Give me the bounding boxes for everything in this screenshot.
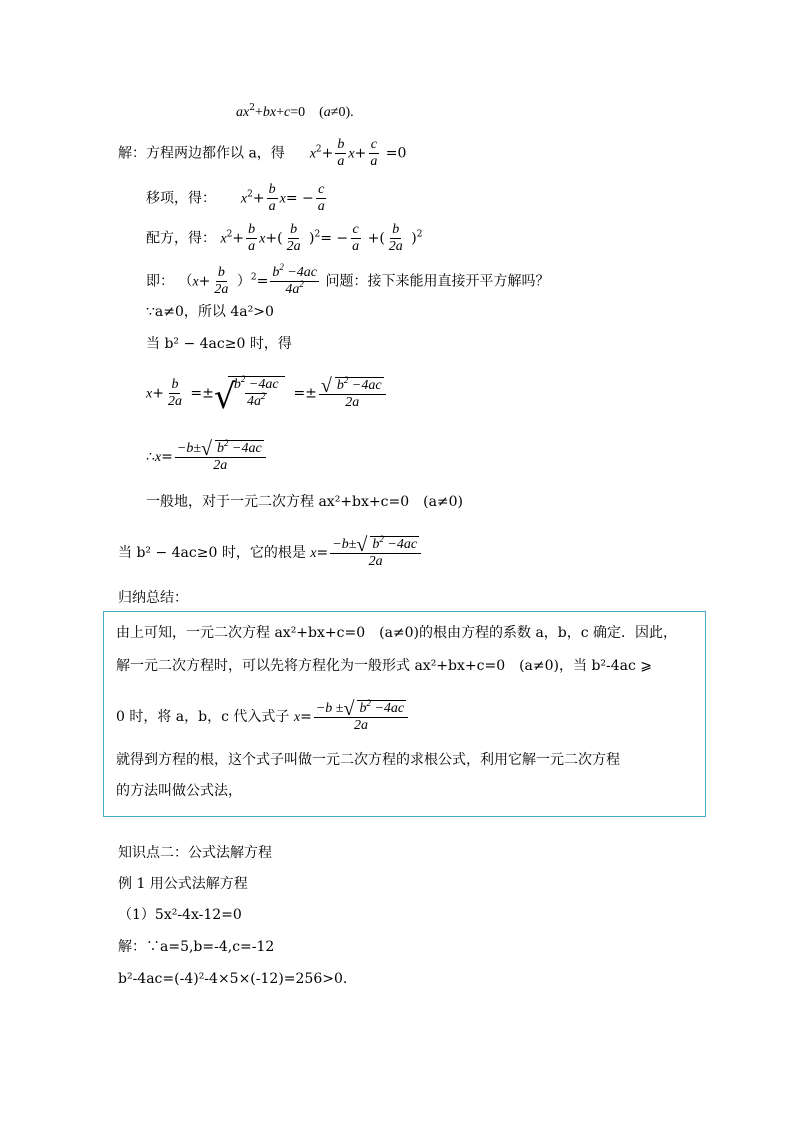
fraction-b-over-a: $\frac{b}{a}$ <box>337 137 345 169</box>
step-sqrt: x+ $\frac{b}{2a}$ =± √ $\frac{b^2 -4ac}{4a^2}$ =± √ $b^2 -4ac$ 2a <box>146 376 388 411</box>
step-result-label: 即： <box>146 273 174 290</box>
sqrt-fraction: √ $\frac{b^2 -4ac}{4a^2}$ <box>214 376 285 410</box>
summary-line-3: 0 时，将 a，b，c 代入式子 x= −b ± √ $b^2 -4ac$ 2a <box>116 700 410 734</box>
step-because: ∵a≠0，所以 4a²>0 <box>146 304 274 320</box>
example-solution-2: b²-4ac=(-4)²-4×5×(-12)=256>0. <box>118 971 348 987</box>
summary-line-5: 的方法叫做公式法， <box>116 783 242 799</box>
step-complete-square: 配方，得： $x^2+$ $\frac{b}{a}$ x+( $\frac{b}{2a}$ )$^2$= − $\frac{c}{a}$ +( $\frac{b}{2a}$ )$^2$ <box>146 222 423 254</box>
knowledge-point-title: 知识点二：公式法解方程 <box>118 845 272 861</box>
intro-equation: $ax^2+bx+c=0$ (a≠0). <box>236 103 354 120</box>
example-problem: （1）5x²-4x-12=0 <box>118 907 242 923</box>
step-divide-label: 解：方程两边都作以 a，得 <box>118 145 285 162</box>
step-complete-label: 配方，得： <box>146 230 216 247</box>
example-solution-1: 解：∵a=5,b=-4,c=-12 <box>118 939 275 955</box>
step-move-term: 移项，得： $x^2+$ $\frac{b}{a}$ x= − $\frac{c}{a}$ <box>146 182 325 214</box>
example-title: 例 1 用公式法解方程 <box>118 876 248 892</box>
step-question: 问题：接下来能用直接开平方解吗？ <box>325 273 550 290</box>
root-formula-label: 当 b² − 4ac≥0 时，它的根是 <box>118 545 306 561</box>
step-result: 即： （x+ $\frac{b}{2a}$ ）$^2$= $\frac{b^2 -4ac}{4a^2}$ 问题：接下来能用直接开平方解吗？ <box>146 262 550 297</box>
summary-line-2: 解一元二次方程时，可以先将方程化为一般形式 ax²+bx+c=0 (a≠0)，当 b²-4ac ⩾ <box>116 658 653 674</box>
fraction-c-over-a: $\frac{c}{a}$ <box>370 137 378 169</box>
summary-line-3-text: 0 时，将 a，b，c 代入式子 <box>116 709 290 725</box>
root-formula-line: 当 b² − 4ac≥0 时，它的根是 x= −b± √ $b^2 -4ac$ 2a <box>118 536 423 570</box>
summary-line-1: 由上可知，一元二次方程 ax²+bx+c=0 (a≠0)的根由方程的系数 a，b，c 确定．因此， <box>116 625 678 641</box>
summary-line-4: 就得到方程的根，这个式子叫做一元二次方程的求根公式，利用它解一元二次方程 <box>116 752 620 768</box>
summary-title: 归纳总结： <box>118 590 188 606</box>
step-therefore: ∴x= −b± √ $b^2 -4ac$ 2a <box>146 440 268 474</box>
general-statement: 一般地，对于一元二次方程 ax²+bx+c=0 (a≠0) <box>146 494 464 510</box>
step-move-label: 移项，得： <box>146 190 216 207</box>
step-divide: 解：方程两边都作以 a，得 $x^2+$ $\frac{b}{a}$ x+ $\frac{c}{a}$ =0 <box>118 137 407 169</box>
step-condition: 当 b² − 4ac≥0 时，得 <box>146 336 292 352</box>
